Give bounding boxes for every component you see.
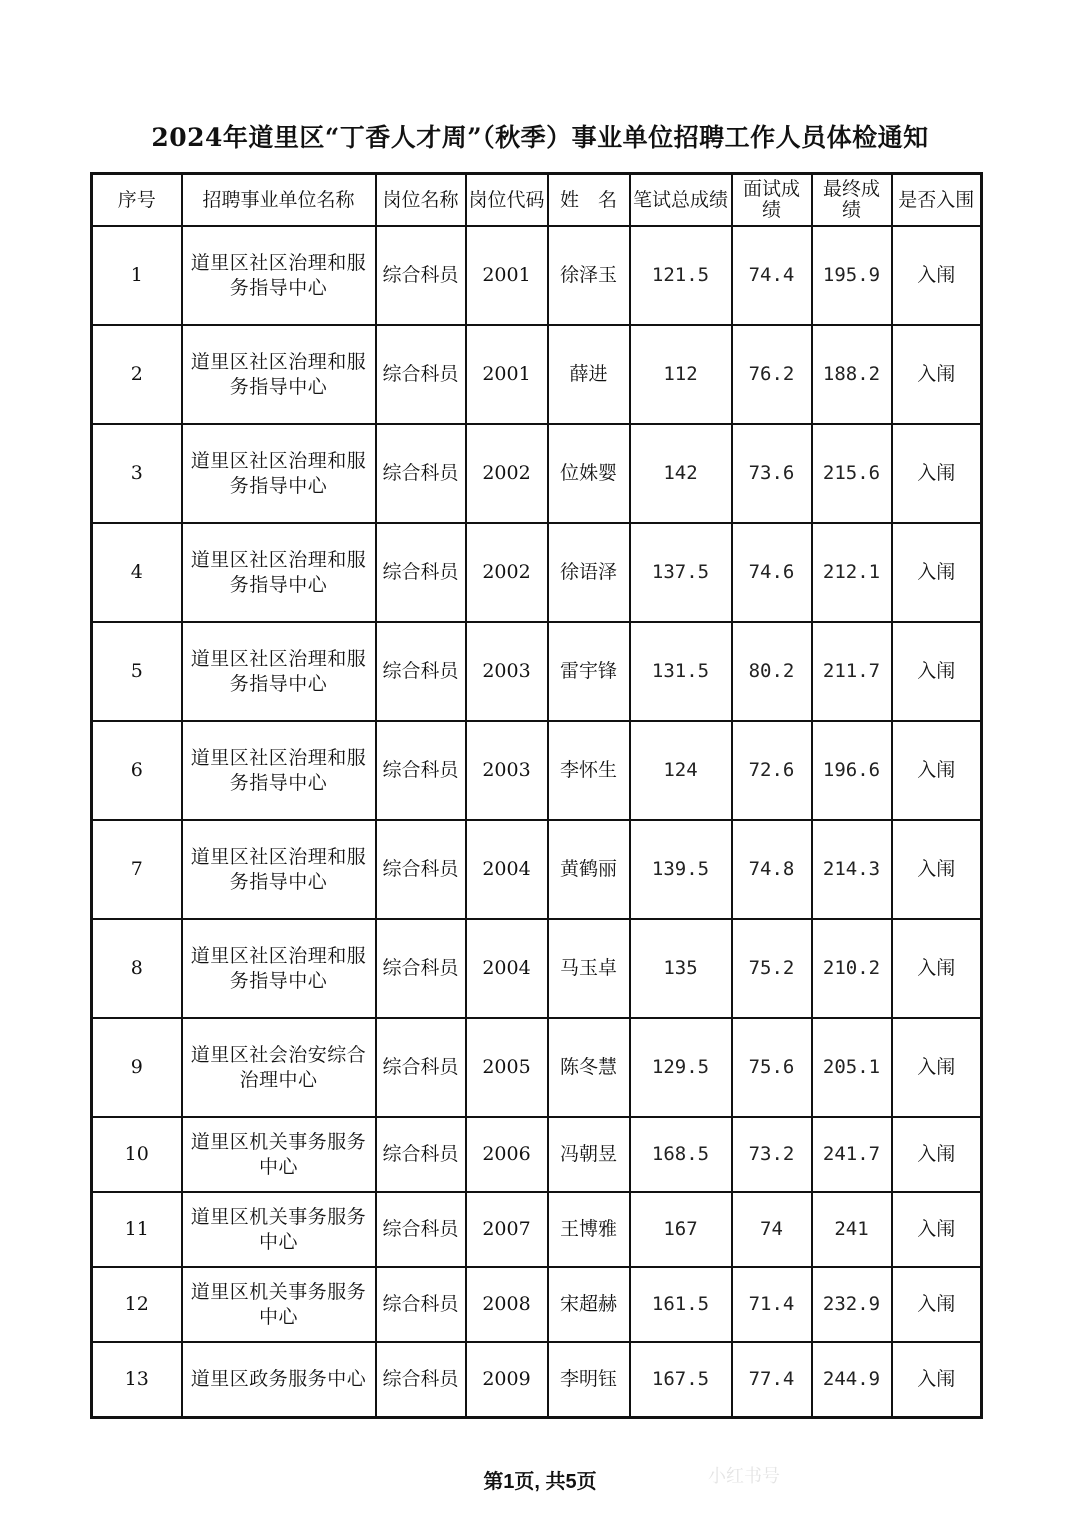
final-score: 188.2: [812, 325, 892, 424]
candidate-name: 陈冬慧: [548, 1018, 630, 1117]
table-row: [92, 622, 982, 721]
row-number: 13: [92, 1342, 182, 1418]
interview-score: 80.2: [732, 622, 812, 721]
unit-name: 道里区社区治理和服务指导中心: [182, 919, 376, 1018]
shortlist-status: 入闱: [892, 1018, 982, 1117]
interview-score: 74.6: [732, 523, 812, 622]
written-score: 135: [630, 919, 732, 1018]
unit-name: 道里区社区治理和服务指导中心: [182, 820, 376, 919]
row-number: 2: [92, 325, 182, 424]
shortlist-status: 入闱: [892, 325, 982, 424]
interview-score: 73.6: [732, 424, 812, 523]
unit-name: 道里区社区治理和服务指导中心: [182, 523, 376, 622]
candidate-name: 李明钰: [548, 1342, 630, 1418]
unit-name: 道里区政务服务中心: [182, 1342, 376, 1418]
final-score: 241.7: [812, 1117, 892, 1192]
header-cell: 岗位代码: [466, 174, 548, 227]
unit-name: 道里区机关事务服务中心: [182, 1267, 376, 1342]
unit-name: 道里区社区治理和服务指导中心: [182, 721, 376, 820]
final-score: 210.2: [812, 919, 892, 1018]
final-score: 241: [812, 1192, 892, 1267]
position-name: 综合科员: [376, 226, 466, 325]
interview-score: 76.2: [732, 325, 812, 424]
row-number: 7: [92, 820, 182, 919]
shortlist-status: 入闱: [892, 1267, 982, 1342]
row-number: 1: [92, 226, 182, 325]
position-name: 综合科员: [376, 622, 466, 721]
candidate-name: 马玉卓: [548, 919, 630, 1018]
position-name: 综合科员: [376, 721, 466, 820]
position-name: 综合科员: [376, 1267, 466, 1342]
shortlist-status: 入闱: [892, 1192, 982, 1267]
final-score: 196.6: [812, 721, 892, 820]
table-row: [92, 919, 982, 1018]
header-cell: 姓 名: [548, 174, 630, 227]
table-row: [92, 424, 982, 523]
table-row: [92, 1018, 982, 1117]
written-score: 168.5: [630, 1117, 732, 1192]
written-score: 121.5: [630, 226, 732, 325]
table-row: [92, 1117, 982, 1192]
position-code: 2001: [466, 226, 548, 325]
shortlist-status: 入闱: [892, 622, 982, 721]
final-score: 211.7: [812, 622, 892, 721]
table-header-row: [92, 174, 982, 227]
position-code: 2003: [466, 622, 548, 721]
table-row: [92, 1267, 982, 1342]
position-code: 2002: [466, 523, 548, 622]
row-number: 5: [92, 622, 182, 721]
candidate-name: 薛进: [548, 325, 630, 424]
position-code: 2003: [466, 721, 548, 820]
written-score: 167: [630, 1192, 732, 1267]
header-cell: 笔试总成绩: [630, 174, 732, 227]
written-score: 161.5: [630, 1267, 732, 1342]
unit-name: 道里区机关事务服务中心: [182, 1117, 376, 1192]
position-code: 2009: [466, 1342, 548, 1418]
shortlist-status: 入闱: [892, 1342, 982, 1418]
position-name: 综合科员: [376, 424, 466, 523]
unit-name: 道里区机关事务服务中心: [182, 1192, 376, 1267]
position-name: 综合科员: [376, 1018, 466, 1117]
unit-name: 道里区社区治理和服务指导中心: [182, 424, 376, 523]
written-score: 112: [630, 325, 732, 424]
interview-score: 77.4: [732, 1342, 812, 1418]
interview-score: 74.8: [732, 820, 812, 919]
position-name: 综合科员: [376, 1342, 466, 1418]
written-score: 131.5: [630, 622, 732, 721]
interview-score: 74: [732, 1192, 812, 1267]
row-number: 6: [92, 721, 182, 820]
position-code: 2005: [466, 1018, 548, 1117]
watermark-text: 小红书号: [708, 1466, 780, 1487]
unit-name: 道里区社会治安综合治理中心: [182, 1018, 376, 1117]
table-row: [92, 523, 982, 622]
shortlist-status: 入闱: [892, 424, 982, 523]
row-number: 8: [92, 919, 182, 1018]
final-score: 214.3: [812, 820, 892, 919]
interview-score: 72.6: [732, 721, 812, 820]
candidate-name: 王博雅: [548, 1192, 630, 1267]
position-name: 综合科员: [376, 325, 466, 424]
written-score: 137.5: [630, 523, 732, 622]
position-name: 综合科员: [376, 523, 466, 622]
position-code: 2008: [466, 1267, 548, 1342]
position-code: 2004: [466, 820, 548, 919]
table-row: [92, 820, 982, 919]
header-cell: 是否入围: [892, 174, 982, 227]
interview-score: 73.2: [732, 1117, 812, 1192]
position-name: 综合科员: [376, 820, 466, 919]
results-table: [90, 172, 983, 1419]
row-number: 12: [92, 1267, 182, 1342]
final-score: 215.6: [812, 424, 892, 523]
candidate-name: 宋超赫: [548, 1267, 630, 1342]
page-indicator: 第1页, 共5页: [483, 1471, 597, 1493]
final-score: 195.9: [812, 226, 892, 325]
table-row: [92, 721, 982, 820]
table-row: [92, 325, 982, 424]
shortlist-status: 入闱: [892, 820, 982, 919]
row-number: 10: [92, 1117, 182, 1192]
candidate-name: 雷宇锋: [548, 622, 630, 721]
interview-score: 75.6: [732, 1018, 812, 1117]
final-score: 205.1: [812, 1018, 892, 1117]
position-code: 2002: [466, 424, 548, 523]
unit-name: 道里区社区治理和服务指导中心: [182, 622, 376, 721]
final-score: 232.9: [812, 1267, 892, 1342]
candidate-name: 徐语泽: [548, 523, 630, 622]
candidate-name: 冯朝昱: [548, 1117, 630, 1192]
page-title: 2024年道里区“丁香人才周”（秋季）事业单位招聘工作人员体检通知: [151, 123, 929, 152]
shortlist-status: 入闱: [892, 1117, 982, 1192]
position-code: 2001: [466, 325, 548, 424]
table-row: [92, 226, 982, 325]
candidate-name: 位姝婴: [548, 424, 630, 523]
written-score: 129.5: [630, 1018, 732, 1117]
written-score: 167.5: [630, 1342, 732, 1418]
shortlist-status: 入闱: [892, 721, 982, 820]
written-score: 139.5: [630, 820, 732, 919]
header-cell: 最终成绩: [812, 174, 892, 227]
row-number: 4: [92, 523, 182, 622]
shortlist-status: 入闱: [892, 523, 982, 622]
candidate-name: 李怀生: [548, 721, 630, 820]
position-code: 2004: [466, 919, 548, 1018]
position-name: 综合科员: [376, 1192, 466, 1267]
table-row: [92, 1342, 982, 1418]
shortlist-status: 入闱: [892, 919, 982, 1018]
final-score: 244.9: [812, 1342, 892, 1418]
position-name: 综合科员: [376, 1117, 466, 1192]
header-cell: 面试成绩: [732, 174, 812, 227]
position-code: 2007: [466, 1192, 548, 1267]
final-score: 212.1: [812, 523, 892, 622]
written-score: 124: [630, 721, 732, 820]
row-number: 3: [92, 424, 182, 523]
interview-score: 75.2: [732, 919, 812, 1018]
candidate-name: 徐泽玉: [548, 226, 630, 325]
interview-score: 74.4: [732, 226, 812, 325]
position-name: 综合科员: [376, 919, 466, 1018]
written-score: 142: [630, 424, 732, 523]
position-code: 2006: [466, 1117, 548, 1192]
unit-name: 道里区社区治理和服务指导中心: [182, 226, 376, 325]
unit-name: 道里区社区治理和服务指导中心: [182, 325, 376, 424]
interview-score: 71.4: [732, 1267, 812, 1342]
row-number: 9: [92, 1018, 182, 1117]
header-cell: 序号: [92, 174, 182, 227]
header-cell: 岗位名称: [376, 174, 466, 227]
candidate-name: 黄鹤丽: [548, 820, 630, 919]
shortlist-status: 入闱: [892, 226, 982, 325]
table-row: [92, 1192, 982, 1267]
header-cell: 招聘事业单位名称: [182, 174, 376, 227]
row-number: 11: [92, 1192, 182, 1267]
